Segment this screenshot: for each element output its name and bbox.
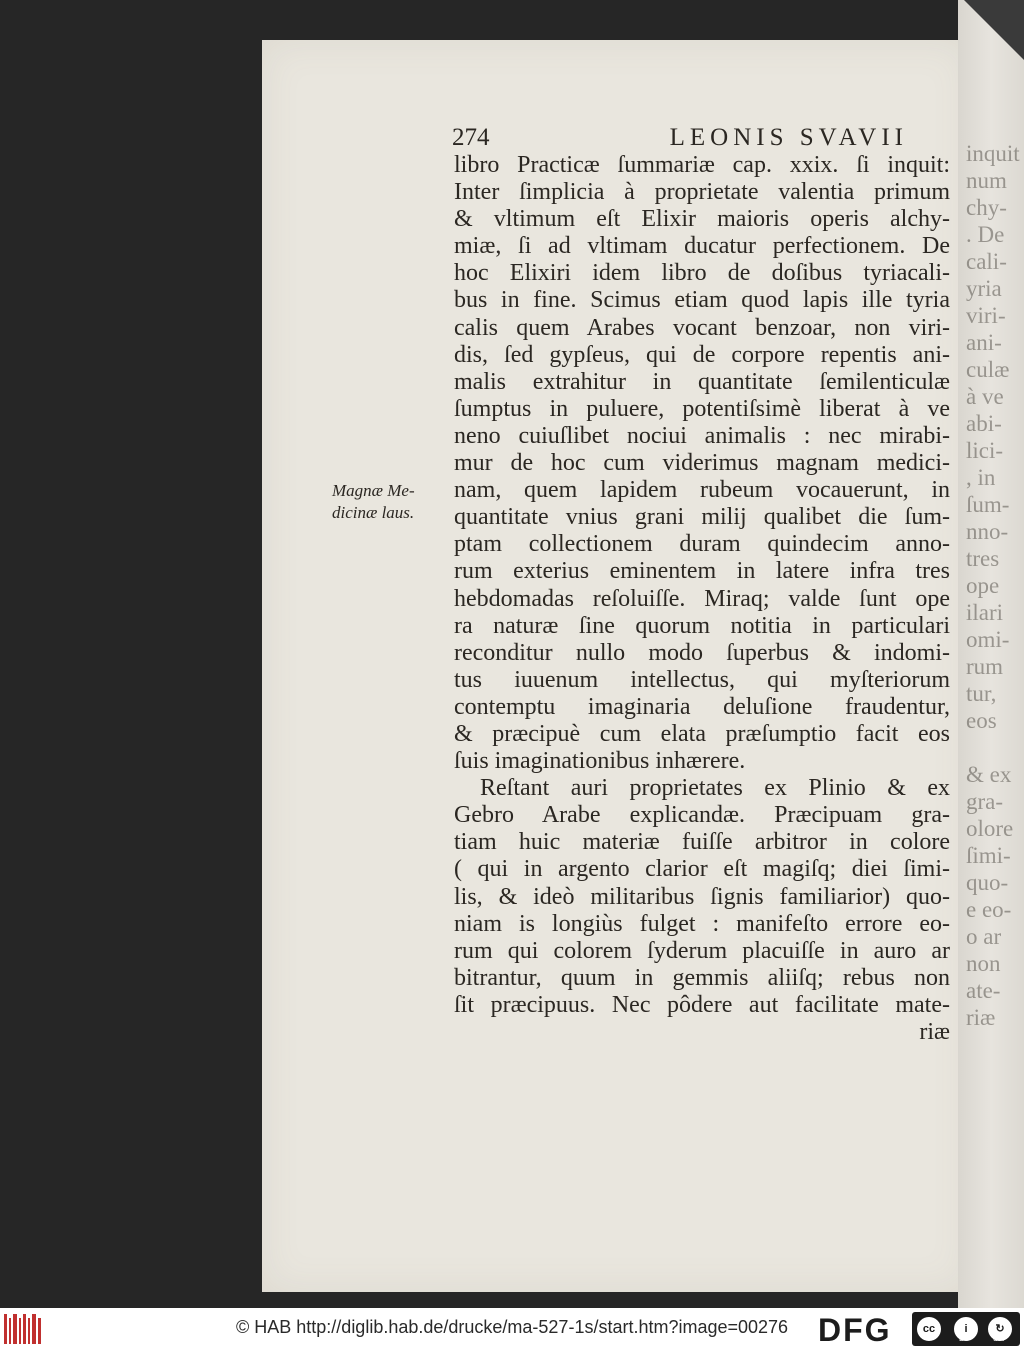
text-line: hebdomadas reſoluiſſe. Miraq; valde ſunt ope <box>454 585 950 612</box>
barcode-bar <box>13 1314 17 1344</box>
facing-page-fragment: omi- <box>966 627 1010 652</box>
text-line: reconditur nullo modo ſuperbus & indomi- <box>454 639 950 666</box>
text-line: rum exterius eminentem in latere infra tres <box>454 558 950 585</box>
facing-page-fragment: num <box>966 168 1007 193</box>
catchword: riæ <box>919 1019 950 1045</box>
dfg-logo: DFG <box>818 1312 892 1348</box>
page-number: 274 <box>452 124 490 151</box>
facing-page-fragment: & ex <box>966 762 1012 787</box>
facing-page-fragment: rum <box>966 654 1004 679</box>
facing-page-fragment: ſum- <box>966 492 1010 517</box>
facing-page-fragment: o ar <box>966 924 1002 949</box>
text-line: ſuis imaginationibus inhærere. <box>454 748 746 775</box>
barcode-bar <box>38 1318 41 1344</box>
text-line: miæ, ſi ad vltimam ducatur perfectionem. De <box>454 233 950 260</box>
facing-page-fragment: viri- <box>966 303 1006 328</box>
facing-page-fragment: ope <box>966 573 1000 598</box>
text-line: libro Practicæ ſummariæ cap. xxix. ſi inquit: <box>454 152 950 178</box>
text-line: hoc Elixiri idem libro de doſibus tyriacali- <box>454 260 950 287</box>
facing-page-fragment: abi- <box>966 411 1002 436</box>
facing-page-fragment: eos <box>966 708 997 733</box>
sa-label: SA <box>993 1334 1004 1343</box>
facing-page-fragment: gra- <box>966 789 1004 814</box>
facing-page-text <box>958 140 1024 1031</box>
facing-page-fragment: nno- <box>966 519 1009 544</box>
sa-icon: ↻ <box>986 1315 1014 1343</box>
barcode-bar <box>32 1314 36 1344</box>
facing-page-fragment: e eo- <box>966 897 1012 922</box>
barcode-bar <box>19 1318 21 1344</box>
facing-page-fragment: culæ <box>966 357 1010 382</box>
text-line: dis, ſed gypſeus, qui de corpore repentis ani- <box>454 341 950 368</box>
text-line: malis extrahitur in quantitate ſemilenticulæ <box>454 368 950 395</box>
text-line: nam, quem lapidem rubeum vocauerunt, in <box>454 477 950 504</box>
body-text <box>454 152 950 1046</box>
text-line: ra naturæ ſine quorum notitia in particulari <box>454 612 950 639</box>
text-line: tus iuuenum intellectus, qui myſteriorum <box>454 666 950 693</box>
marginal-note-line: dicinæ laus. <box>332 503 415 522</box>
text-line: ptam collectionem duram quindecim anno- <box>454 531 950 558</box>
marginal-note <box>332 480 415 524</box>
barcode-bar <box>23 1314 26 1344</box>
facing-page-fragment: riæ <box>966 1005 996 1030</box>
facing-page-fragment <box>958 734 1024 761</box>
facing-page-fragment: lici- <box>966 438 1004 463</box>
text-line: neno cuiuſlibet nociui animalis : nec mirabi- <box>454 422 950 449</box>
page-fold-corner <box>964 0 1024 60</box>
facing-page-fragment: ate- <box>966 978 1001 1003</box>
facing-page-fragment: quo- <box>966 870 1009 895</box>
footer-bar <box>0 1308 1024 1350</box>
running-head <box>452 124 948 152</box>
barcode-bar <box>4 1314 7 1344</box>
text-line: & vltimum eſt Elixir maioris operis alchy- <box>454 206 950 233</box>
running-title: LEONIS SVAVII <box>669 124 908 151</box>
by-icon: i <box>952 1315 980 1343</box>
facing-page-fragment: inquit <box>966 141 1020 166</box>
facing-page-fragment: , in <box>966 465 996 490</box>
facing-page-fragment: chy- <box>966 195 1007 220</box>
cc-license-badge[interactable] <box>912 1312 1020 1346</box>
text-line: contemptu imaginaria deluſione fraudentur, <box>454 693 950 720</box>
by-label: BY <box>959 1334 970 1343</box>
facing-page-fragment: à ve <box>966 384 1004 409</box>
text-line: ( qui in argento clarior eſt magiſq; diei ſimi- <box>454 856 950 883</box>
facing-page-fragment: yria <box>966 276 1002 301</box>
text-line: bitrantur, quum in gemmis aliiſq; rebus non <box>454 964 950 991</box>
text-line: tiam huic materiæ fuiſſe arbitror in colore <box>454 829 950 856</box>
facing-page-fragment: ilari <box>966 600 1004 625</box>
text-line: niam is longiùs fulget : manifeſto errore eo- <box>454 910 950 937</box>
text-line: Gebro Arabe explicandæ. Præcipuam gra- <box>454 802 950 829</box>
barcode-bar <box>9 1318 11 1344</box>
marginal-note-line: Magnæ Me- <box>332 481 415 500</box>
facing-page-fragment: tur, <box>966 681 997 706</box>
cc-icon: cc <box>915 1315 943 1343</box>
barcode-icon <box>4 1314 44 1344</box>
copyright-link[interactable]: © HAB http://diglib.hab.de/drucke/ma-527-1s/start.htm?image=00276 <box>236 1317 789 1337</box>
text-line: & præcipuè cum elata præſumptio facit eos <box>454 720 950 747</box>
text-line: ſit præcipuus. Nec pôdere aut facilitate mate- <box>454 991 950 1018</box>
facing-page-fragment: olore <box>966 816 1014 841</box>
barcode-bar <box>28 1318 30 1344</box>
facing-page-fragment: cali- <box>966 249 1007 274</box>
facing-page-fragment: tres <box>966 546 1000 571</box>
facing-page-fragment: non <box>966 951 1001 976</box>
text-line: Inter ſimplicia à proprietate valentia primum <box>454 179 950 206</box>
text-line: quantitate vnius grani milij qualibet die ſum- <box>454 504 950 531</box>
facing-page-edge <box>958 0 1024 1308</box>
facing-page-fragment: ani- <box>966 330 1002 355</box>
facing-page-fragment: . De <box>966 222 1005 247</box>
text-line: mur de hoc cum viderimus magnam medici- <box>454 450 950 477</box>
text-line: rum qui colorem ſyderum placuiſſe in auro ar <box>454 937 950 964</box>
text-line: ſumptus in puluere, potentiſsimè liberat à ve <box>454 395 950 422</box>
facing-page-fragment: ſimi- <box>966 843 1011 868</box>
text-line: bus in fine. Scimus etiam quod lapis ille tyria <box>454 287 950 314</box>
text-line: Reſtant auri proprietates ex Plinio & ex <box>480 775 950 802</box>
text-line: calis quem Arabes vocant benzoar, non viri- <box>454 314 950 341</box>
text-line: lis, & ideò militaribus ſignis familiarior) quo- <box>454 883 950 910</box>
